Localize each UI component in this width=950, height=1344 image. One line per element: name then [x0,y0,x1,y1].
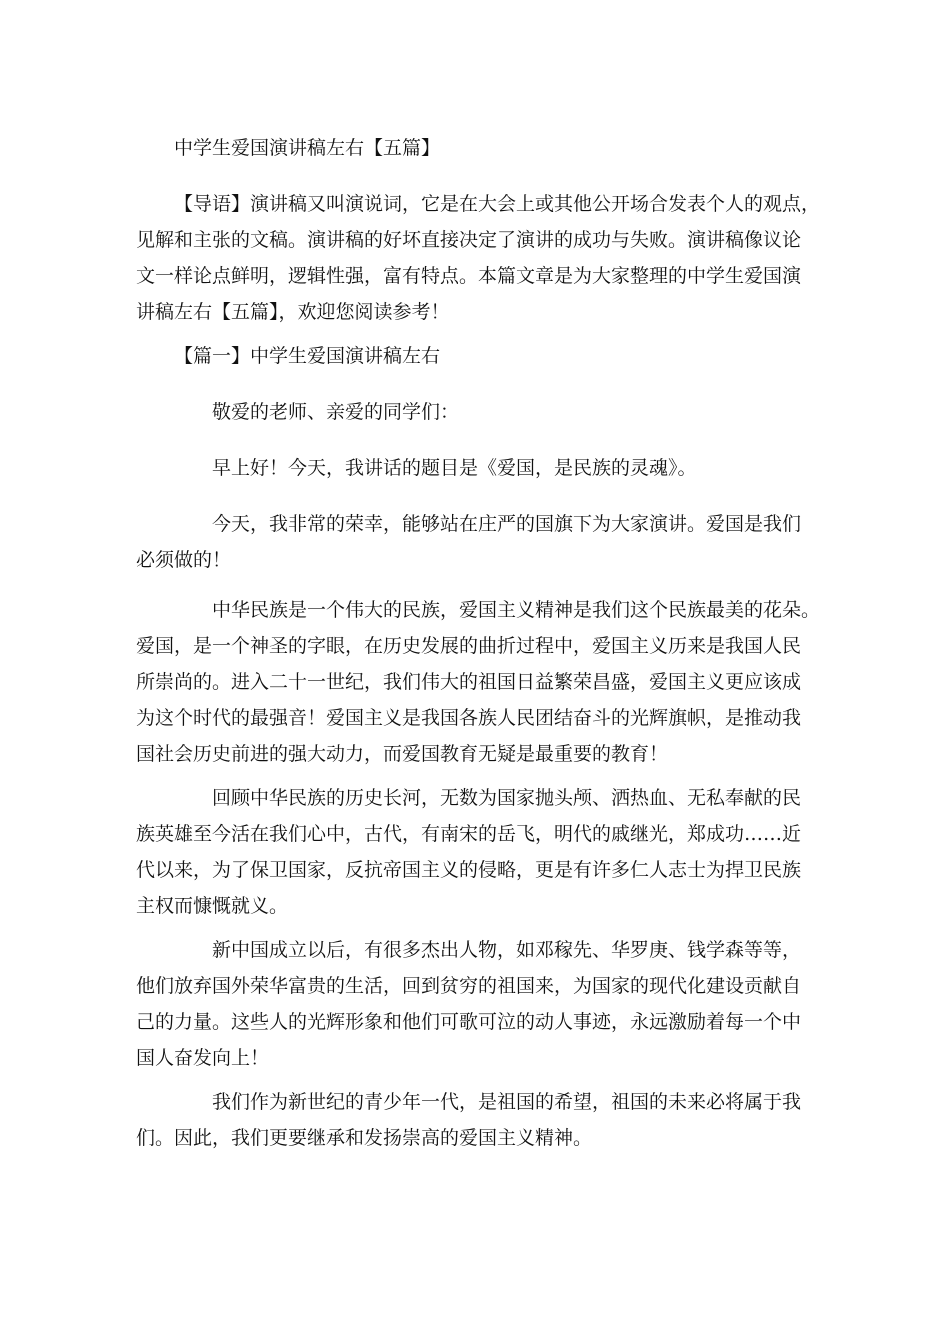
paragraph-line: 们。因此，我们更要继承和发扬崇高的爱国主义精神。 [136,1127,593,1149]
title-text: 中学生爱国演讲稿左右【五篇】 [174,137,441,159]
body-paragraph [136,932,826,1076]
section-heading-text: 【篇一】中学生爱国演讲稿左右 [174,345,441,367]
body-paragraph [136,1084,826,1156]
document-title [136,130,826,166]
greeting-text: 早上好！今天，我讲话的题目是《爱国，是民族的灵魂》。 [212,457,697,479]
paragraph-line: 所崇尚的。进入二十一世纪，我们伟大的祖国日益繁荣昌盛，爱国主义更应该成 [136,671,802,693]
paragraph-line: 新中国成立以后，有很多杰出人物，如邓稼先、华罗庚、钱学森等等， [212,939,802,961]
paragraph-line: 必须做的！ [136,549,232,571]
paragraph-line: 主权而慷慨就义。 [136,895,289,917]
paragraph-line: 族英雄至今活在我们心中，古代，有南宋的岳飞，明代的戚继光，郑成功……近 [136,823,802,845]
paragraph-line: 我们作为新世纪的青少年一代，是祖国的希望，祖国的未来必将属于我 [212,1091,802,1113]
intro-line: 见解和主张的文稿。演讲稿的好坏直接决定了演讲的成功与失败。演讲稿像议论 [136,229,802,251]
paragraph-line: 国社会历史前进的强大动力，而爱国教育无疑是最重要的教育！ [136,743,669,765]
paragraph-line: 他们放弃国外荣华富贵的生活，回到贫穷的祖国来，为国家的现代化建设贡献自 [136,975,802,997]
intro-line: 文一样论点鲜明，逻辑性强，富有特点。本篇文章是为大家整理的中学生爱国演 [136,265,802,287]
greeting [136,450,826,486]
paragraph-line: 国人奋发向上！ [136,1047,270,1069]
paragraph-line: 中华民族是一个伟大的民族，爱国主义精神是我们这个民族最美的花朵。 [212,599,821,621]
paragraph-line: 代以来，为了保卫国家，反抗帝国主义的侵略，更是有许多仁人志士为捍卫民族 [136,859,802,881]
paragraph-line: 爱国，是一个神圣的字眼，在历史发展的曲折过程中，爱国主义历来是我国人民 [136,635,802,657]
intro-line: 【导语】演讲稿又叫演说词，它是在大会上或其他公开场合发表个人的观点， [174,193,821,215]
section-heading [136,338,826,374]
paragraph-line: 回顾中华民族的历史长河，无数为国家抛头颅、洒热血、无私奉献的民 [212,787,802,809]
salutation-text: 敬爱的老师、亲爱的同学们： [212,401,460,423]
body-paragraph [136,592,826,772]
salutation [136,394,826,430]
paragraph-line: 己的力量。这些人的光辉形象和他们可歌可泣的动人事迹，永远激励着每一个中 [136,1011,802,1033]
intro-paragraph [136,186,826,330]
body-paragraph [136,780,826,924]
paragraph-line: 为这个时代的最强音！爱国主义是我国各族人民团结奋斗的光辉旗帜，是推动我 [136,707,802,729]
body-paragraph [136,506,826,578]
intro-line: 讲稿左右【五篇】，欢迎您阅读参考！ [136,301,450,323]
paragraph-line: 今天，我非常的荣幸，能够站在庄严的国旗下为大家演讲。爱国是我们 [212,513,802,535]
